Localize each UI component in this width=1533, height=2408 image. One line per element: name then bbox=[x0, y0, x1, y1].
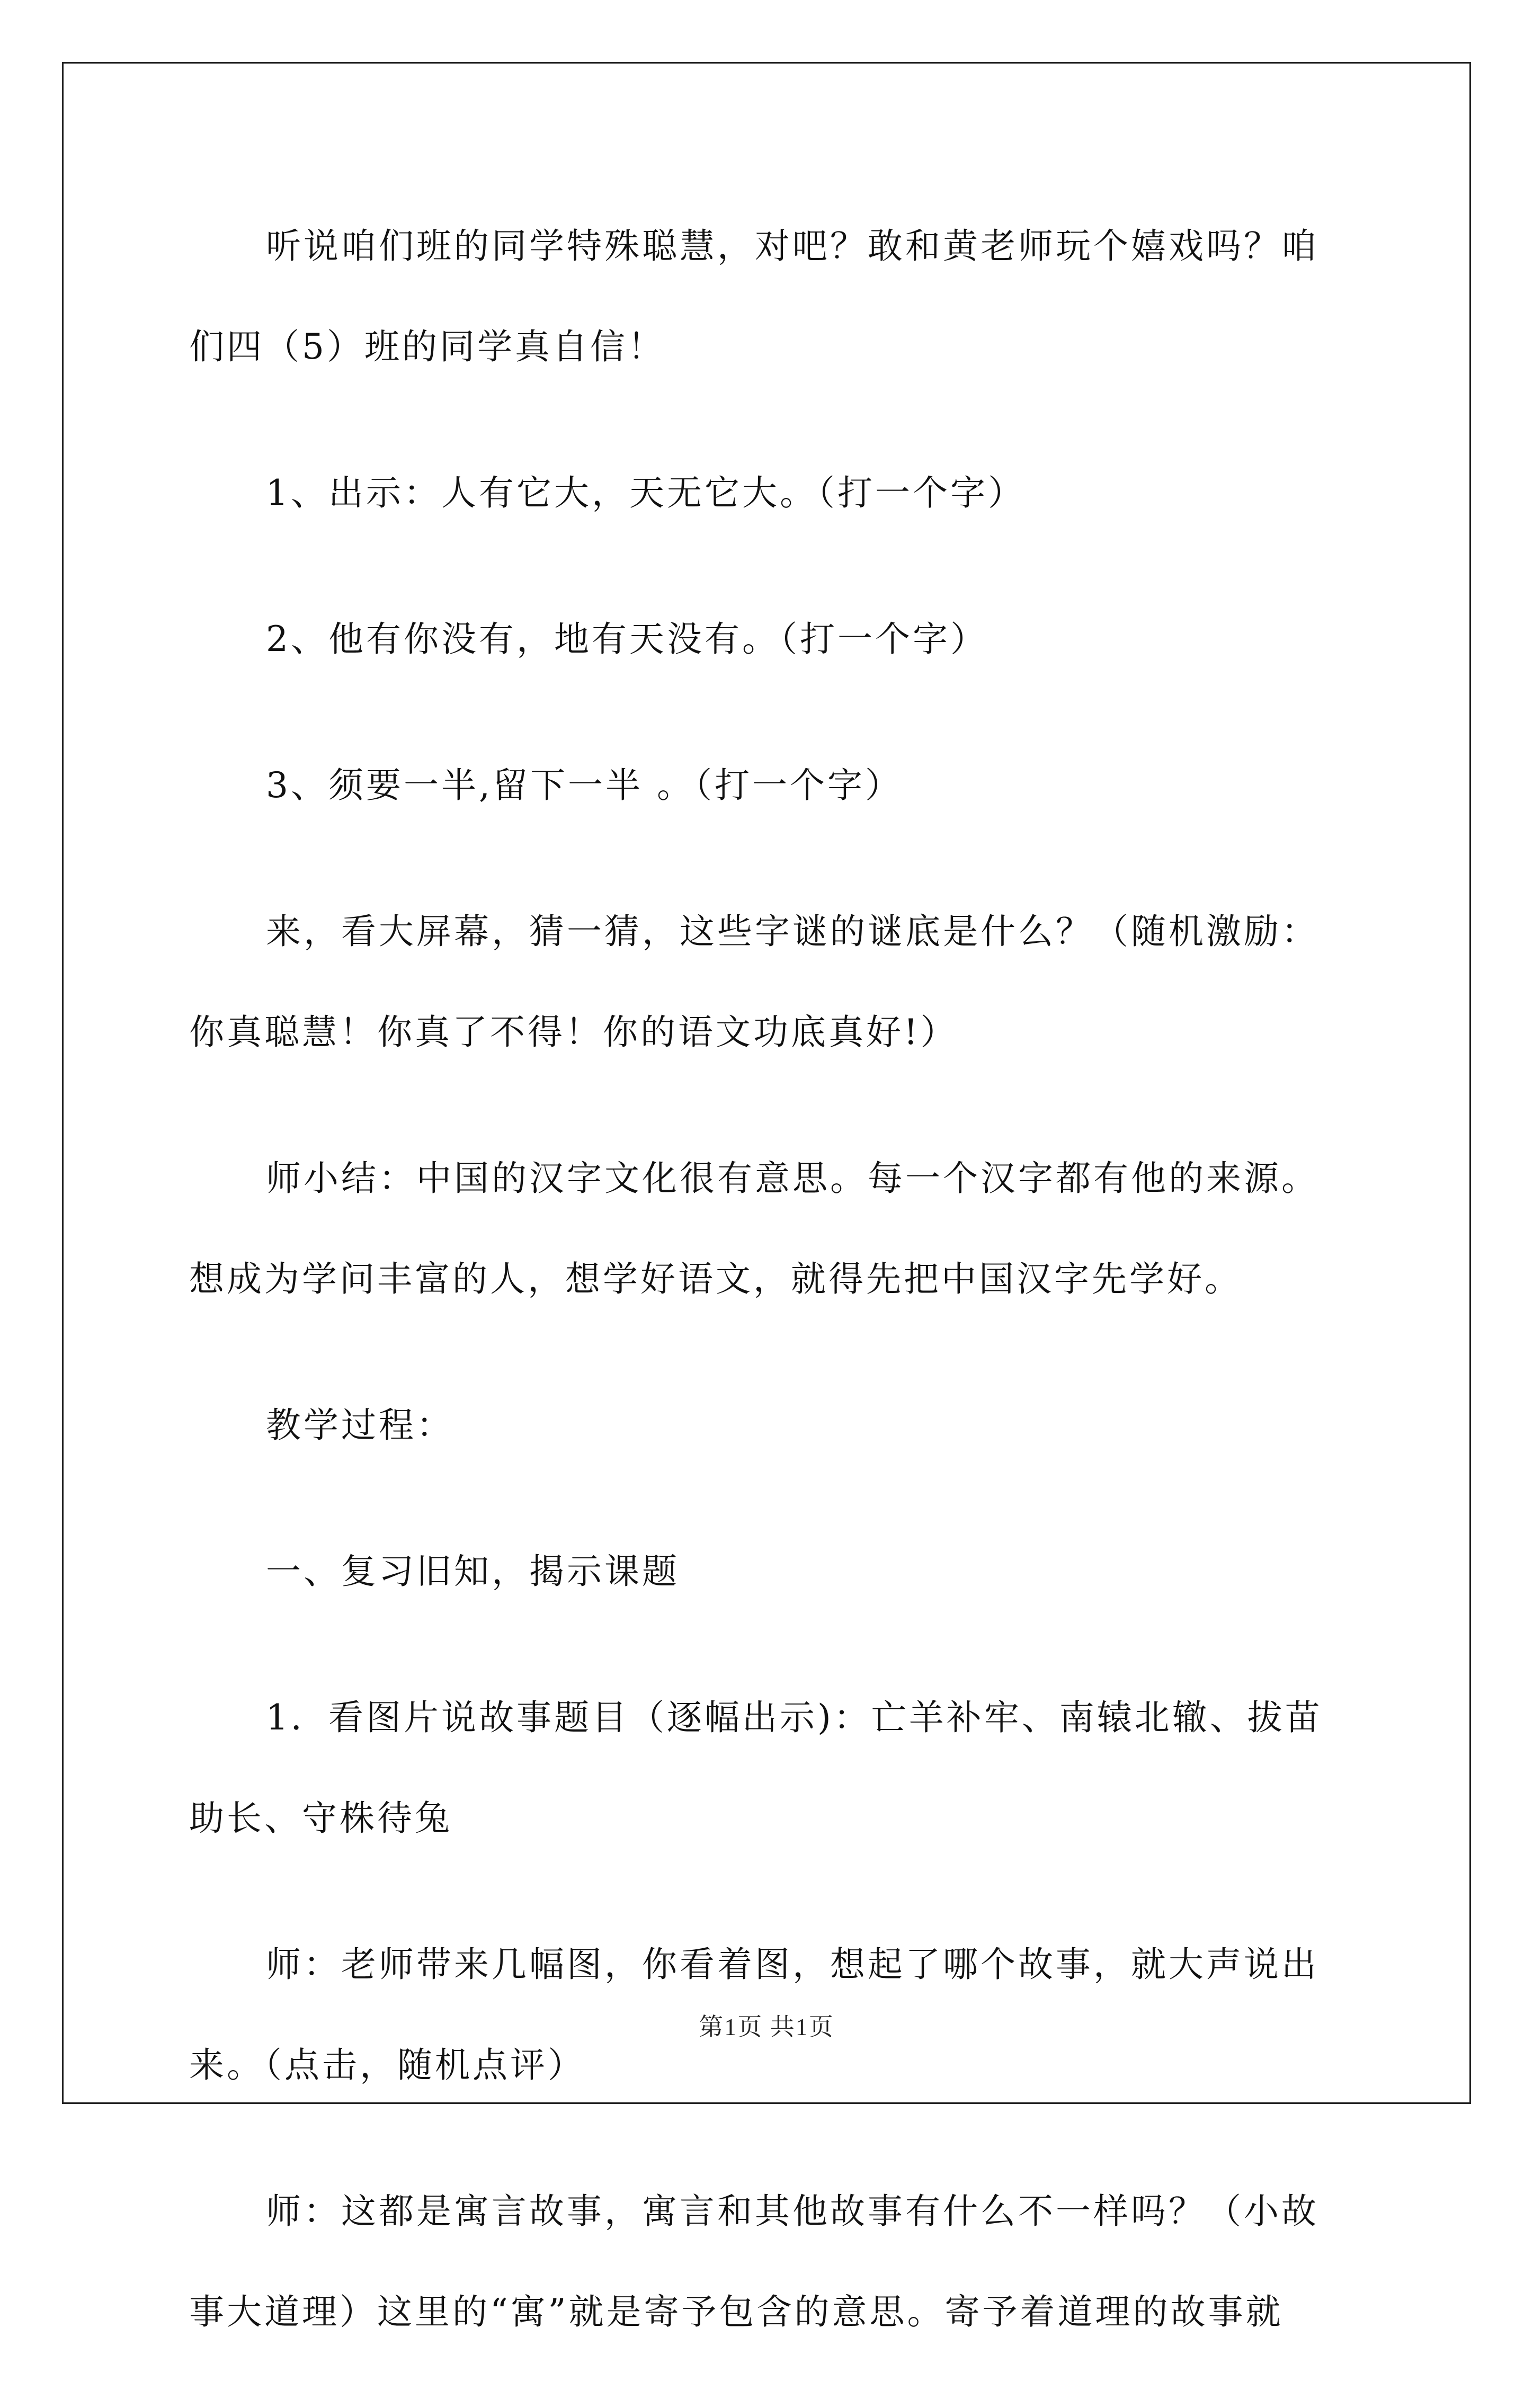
document-body bbox=[189, 196, 1344, 2408]
paragraph-riddle-1: 1、出示：人有它大，天无它大。（打一个字） bbox=[266, 472, 1026, 513]
paragraph-guess: 来，看大屏幕，猜一猜，这些字谜的谜底是什么？（随机激励：你真聪慧！你真了不得！你的语文功底真好!） bbox=[189, 911, 1319, 1053]
paragraph-teacher-pictures: 师：老师带来几幅图，你看着图，想起了哪个故事，就大声说出来。（点击，随机点评） bbox=[189, 1944, 1319, 2085]
paragraph-intro: 听说咱们班的同学特殊聪慧，对吧？敢和黄老师玩个嬉戏吗？咱们四（5）班的同学真自信！ bbox=[189, 226, 1319, 367]
paragraph-picture-stories: 1．看图片说故事题目（逐幅出示)：亡羊补牢、南辕北辙、拔苗助长、守株待兔 bbox=[189, 1697, 1323, 1839]
paragraph-riddle-3: 3、须要一半,留下一半 。（打一个字） bbox=[266, 765, 903, 806]
paragraph-riddle-2: 2、他有你没有，地有天没有。（打一个字） bbox=[266, 619, 988, 659]
heading-teaching-process: 教学过程： bbox=[266, 1405, 454, 1446]
paragraph-summary: 师小结：中国的汉字文化很有意思。每一个汉字都有他的来源。想成为学问丰富的人，想学好语文，就得先把中国汉字先学好。 bbox=[189, 1158, 1319, 1299]
paragraph-fable-meaning: 师：这都是寓言故事，寓言和其他故事有什么不一样吗？（小故事大道理）这里的“寓”就是寄予包含的意思。寄予着道理的故事就 bbox=[189, 2191, 1319, 2332]
page-number-footer: 第1页 共1页 bbox=[699, 2013, 834, 2040]
heading-review: 一、复习旧知，揭示课题 bbox=[266, 1551, 680, 1592]
